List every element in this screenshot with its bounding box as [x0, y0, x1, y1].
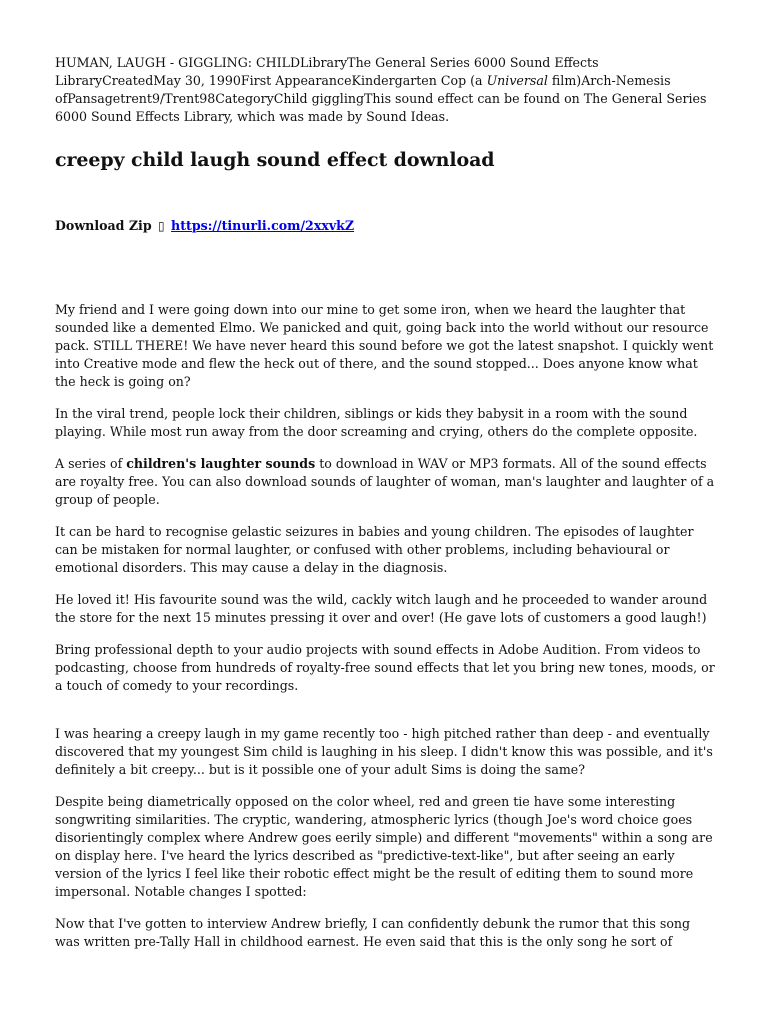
paragraph-8: Despite being diametrically opposed on the color wheel, red and green tie have some interesting songwriting similarities. The cryptic, wandering, atmospheric lyrics (though Joe's word choice goes disorientingly complex where Andrew goes eerily simple) and different "movements" within a song are on display here. I've heard the lyrics described as "predictive-text-like", but after seeing an early version of the lyrics I feel like their robotic effect might be the result of editing them to sound more impersonal. Notable changes I spotted:	[55, 794, 713, 899]
intro-text-part1: HUMAN, LAUGH - GIGGLING: CHILDLibraryThe General Series 6000 Sound Effects LibraryCreatedMay 30, 1990First AppearanceKindergarten Cop (a	[55, 55, 599, 88]
paragraph-4: It can be hard to recognise gelastic seizures in babies and young children. The episodes of laughter can be mistaken for normal laughter, or confused with other problems, including behavioural or emotional disorders. This may cause a delay in the diagnosis.	[55, 524, 694, 575]
paragraph-3-rest: to download in WAV or MP3 formats. All of the sound effects are royalty free. You can also download sounds of laughter of woman, man's laughter and laughter of a group of people.	[55, 456, 715, 507]
document-page	[55, 54, 715, 965]
box-icon: ▯	[158, 219, 165, 233]
paragraph-3-lead: A series of	[55, 456, 127, 471]
paragraph-3	[55, 455, 715, 509]
intro-text-part2: film)Arch-Nemesis ofPansagetrent9/Trent98CategoryChild gigglingThis sound effect can be found on The General Series 6000 Sound Effects Library, which was made by Sound Ideas.	[55, 73, 707, 124]
paragraph-3-bold: children's laughter sounds	[126, 456, 316, 471]
paragraph-6: Bring professional depth to your audio projects with sound effects in Adobe Audition. From videos to podcasting, choose from hundreds of royalty-free sound effects that let you bring new tones, moods, or a touch of comedy to your recordings.	[55, 642, 715, 693]
download-link[interactable]: https://tinurli.com/2xxvkZ	[171, 218, 355, 233]
download-label: Download Zip	[55, 218, 152, 233]
paragraph-9: Now that I've gotten to interview Andrew briefly, I can confidently debunk the rumor that this song was written pre-Tally Hall in childhood earnest. He even said that this is the only song he sort of	[55, 916, 691, 949]
paragraph-1: My friend and I were going down into our mine to get some iron, when we heard the laughter that sounded like a demented Elmo. We panicked and quit, going back into the world without our resource pack. STILL THERE! We have never heard this sound before we got the latest snapshot. I quickly went into Creative mode and flew the heck out of there, and the sound stopped... Does anyone know what the heck is going on?	[55, 302, 714, 389]
paragraph-7: I was hearing a creepy laugh in my game recently too - high pitched rather than deep - and eventually discovered that my youngest Sim child is laughing in his sleep. I didn't know this was possible, and it's definitely a bit creepy... but is it possible one of your adult Sims is doing the same?	[55, 726, 713, 777]
page-title: creepy child laugh sound effect download	[55, 149, 495, 171]
paragraph-5: He loved it! His favourite sound was the wild, cackly witch laugh and he proceeded to wander around the store for the next 15 minutes pressing it over and over! (He gave lots of customers a good laugh!)	[55, 592, 708, 625]
download-line	[55, 217, 715, 235]
intro-text	[55, 54, 715, 126]
intro-italic-text: Universal	[486, 73, 548, 88]
paragraph-2: In the viral trend, people lock their children, siblings or kids they babysit in a room with the sound playing. While most run away from the door screaming and crying, others do the complete opposite.	[55, 406, 698, 439]
